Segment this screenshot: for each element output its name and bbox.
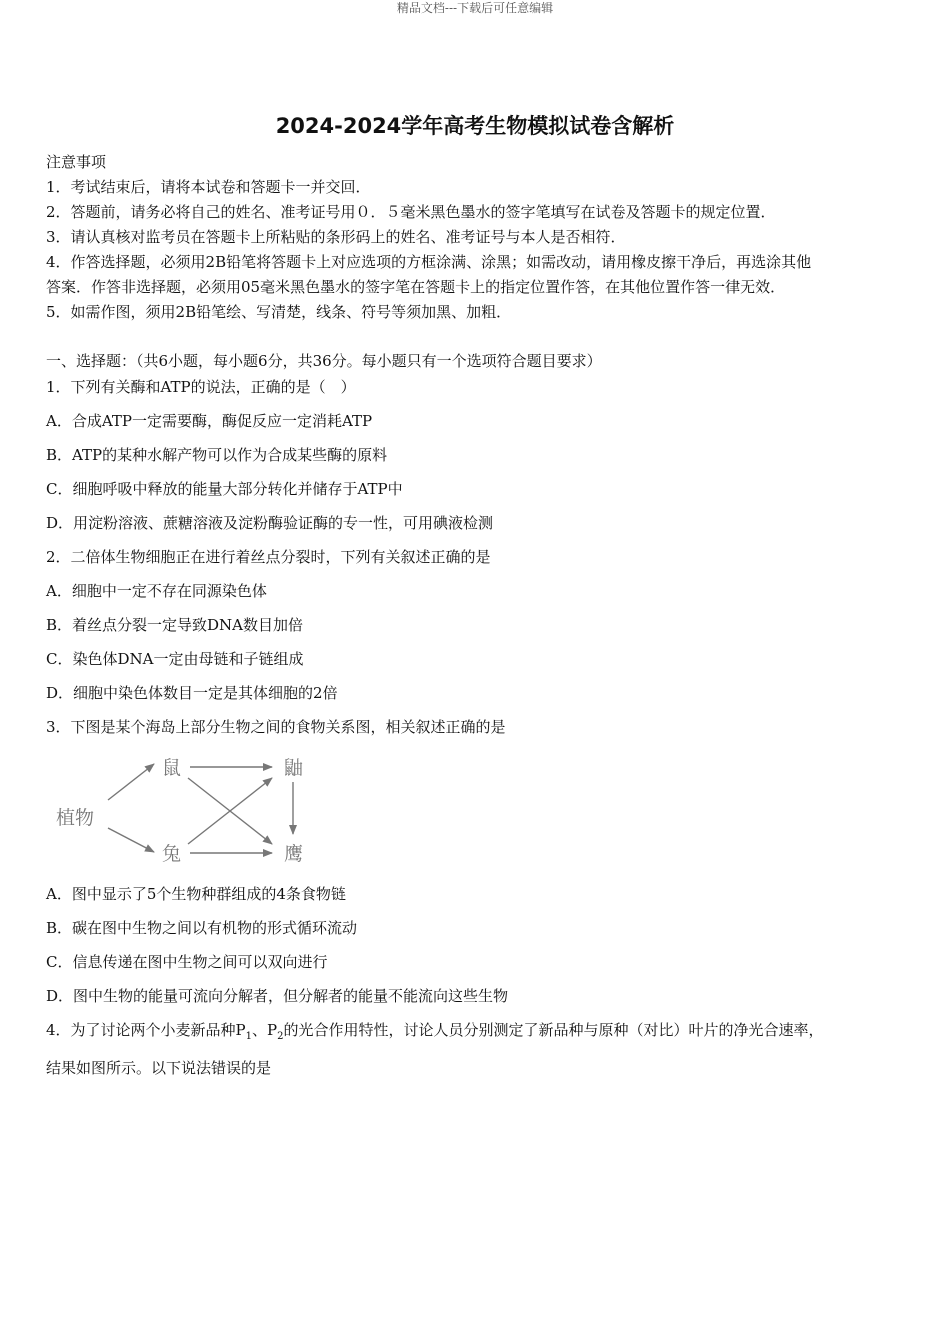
node-mouse: 鼠 [162, 757, 182, 779]
question-1-option-b: B．ATP的某种水解产物可以作为合成某些酶的原料 [46, 446, 388, 464]
notice-line: 5．如需作图，须用2B铅笔绘、写清楚，线条、符号等须加黑、加粗． [46, 303, 512, 321]
question-1-option-a: A．合成ATP一定需要酶，酶促反应一定消耗ATP [46, 412, 373, 430]
node-rabbit: 兔 [162, 843, 182, 865]
question-2-option-d: D．细胞中染色体数目一定是其体细胞的2倍 [46, 684, 338, 702]
question-2-option-b: B．着丝点分裂一定导致DNA数目加倍 [46, 616, 304, 634]
question-3-option-a: A．图中显示了5个生物种群组成的4条食物链 [46, 885, 346, 903]
question-3-option-c: C．信息传递在图中生物之间可以双向进行 [46, 953, 328, 971]
question-2-option-c: C．染色体DNA一定由母链和子链组成 [46, 650, 304, 668]
question-3-option-d: D．图中生物的能量可流向分解者，但分解者的能量不能流向这些生物 [46, 987, 509, 1005]
question-2-option-a: A．细胞中一定不存在同源染色体 [46, 582, 267, 600]
node-plant: 植物 [56, 807, 95, 829]
section-heading: 一、选择题：（共6小题，每小题6分，共36分。每小题只有一个选项符合题目要求） [46, 352, 602, 370]
question-2-stem: 2．二倍体生物细胞正在进行着丝点分裂时，下列有关叙述正确的是 [46, 548, 491, 566]
page-title: 2024-2024学年高考生物模拟试卷含解析 [275, 114, 675, 138]
notice-line: 2．答题前，请务必将自己的姓名、准考证号用０．５毫米黑色墨水的签字笔填写在试卷及答题卡的规定位置． [46, 203, 776, 221]
question-3-stem: 3．下图是某个海岛上部分生物之间的食物关系图，相关叙述正确的是 [46, 718, 506, 736]
node-weasel: 鼬 [284, 757, 304, 779]
node-eagle: 鹰 [284, 843, 304, 865]
arrow-plant-to-mouse [108, 764, 154, 800]
question-1-option-d: D．用淀粉溶液、蔗糖溶液及淀粉酶验证酶的专一性，可用碘液检测 [46, 514, 494, 532]
arrow-plant-to-rabbit [108, 828, 154, 852]
notice-heading: 注意事项 [46, 153, 107, 171]
page-header-note: 精品文档---下载后可任意编辑 [396, 1, 554, 15]
question-4-stem-line2: 结果如图所示。以下说法错误的是 [46, 1059, 272, 1077]
notice-line: 答案．作答非选择题，必须用05毫米黑色墨水的签字笔在答题卡上的指定位置作答，在其他位置作答一律无效． [46, 278, 786, 296]
question-1-stem: 1．下列有关酶和ATP的说法，正确的是（ ） [46, 378, 356, 396]
question-3-option-b: B．碳在图中生物之间以有机物的形式循环流动 [46, 919, 358, 937]
notice-line: 4．作答选择题，必须用2B铅笔将答题卡上对应选项的方框涂满、涂黑；如需改动，请用橡皮擦干净后，再选涂其他 [46, 253, 812, 271]
question-1-option-c: C．细胞呼吸中释放的能量大部分转化并储存于ATP中 [46, 480, 403, 498]
notice-line: 1．考试结束后，请将本试卷和答题卡一并交回． [46, 178, 371, 196]
notice-line: 3．请认真核对监考员在答题卡上所粘贴的条形码上的姓名、准考证号与本人是否相符． [46, 228, 626, 246]
question-4-stem: 4．为了讨论两个小麦新品种$P_1$、$P_2$的光合作用特性，讨论人员分别测定了新品种与原种（对比）叶片的净光合速率， [46, 1021, 824, 1042]
food-web-diagram [50, 748, 330, 874]
